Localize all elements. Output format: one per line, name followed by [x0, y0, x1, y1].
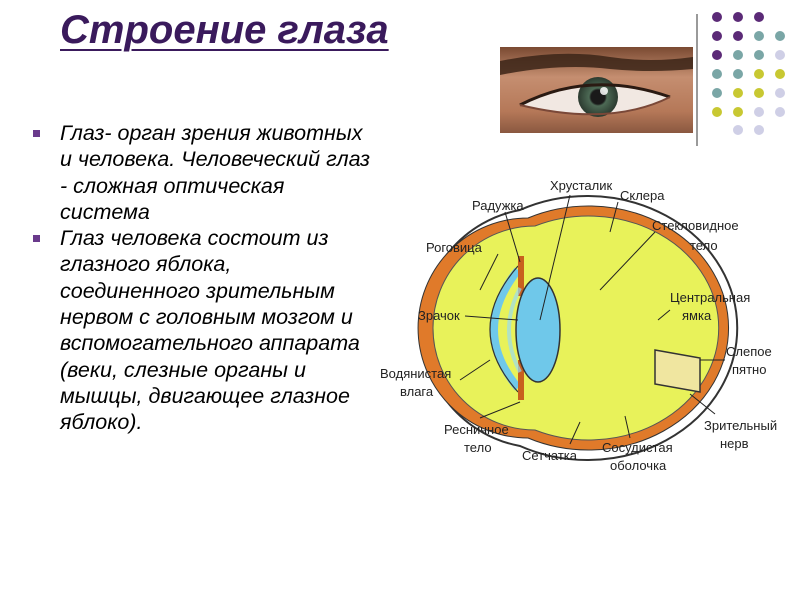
label-aqueous-2: влага — [400, 384, 434, 399]
label-pupil: Зрачок — [418, 308, 460, 323]
label-ciliary-1: Ресничное — [444, 422, 509, 437]
slide-title: Строение глаза — [60, 8, 389, 52]
bullet-item: Глаз- орган зрения животных и человека. Человеческий глаз - сложная оптическая система — [30, 120, 375, 225]
label-choroid-1: Сосудистая — [602, 440, 673, 455]
divider-line — [696, 14, 698, 146]
label-vitreous-2: тело — [690, 238, 718, 253]
label-retina: Сетчатка — [522, 448, 578, 463]
bullet-list — [30, 120, 375, 436]
label-fovea-1: Центральная — [670, 290, 751, 305]
bullet-item: Глаз человека состоит из глазного яблока, соединенного зрительным нервом с головным мозгом и вспомогательного аппарата (веки, слезные органы и мышцы, двигающее глазное яблоко). — [30, 225, 375, 435]
eye-anatomy-diagram — [370, 170, 790, 470]
label-iris: Радужка — [472, 198, 524, 213]
label-ciliary-2: тело — [464, 440, 492, 455]
label-blind-spot-2: пятно — [732, 362, 767, 377]
label-nerve-1: Зрительный — [704, 418, 778, 433]
lens-shape — [516, 278, 560, 382]
label-blind-spot-1: Слепое — [726, 344, 772, 359]
label-sclera: Склера — [620, 188, 665, 203]
label-cornea: Роговица — [426, 240, 482, 255]
eye-photo — [500, 47, 693, 133]
label-nerve-2: нерв — [720, 436, 749, 451]
label-lens: Хрусталик — [550, 178, 613, 193]
label-vitreous-1: Стекловидное — [652, 218, 739, 233]
optic-nerve-shape — [655, 350, 700, 392]
label-aqueous-1: Водянистая — [380, 366, 452, 381]
decorative-dot-grid — [694, 8, 800, 148]
label-fovea-2: ямка — [682, 308, 712, 323]
label-choroid-2: оболочка — [610, 458, 667, 470]
